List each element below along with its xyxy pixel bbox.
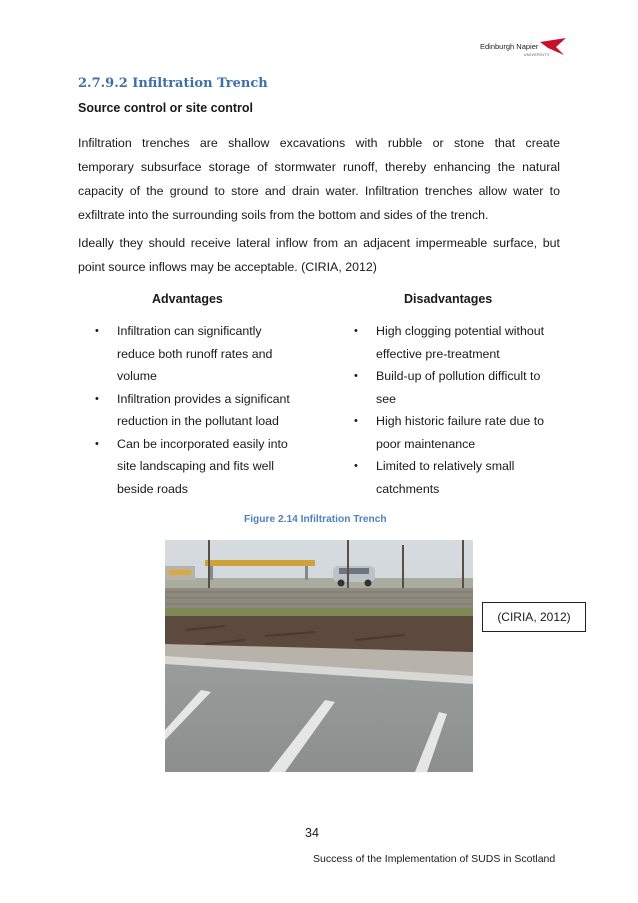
section-heading: 2.7.9.2 Infiltration Trench: [78, 76, 268, 91]
list-item-line: see: [376, 391, 396, 406]
bullet-icon: •: [95, 325, 99, 337]
page-footer: Success of the Implementation of SUDS in Scotland: [313, 853, 556, 865]
list-item-line: Infiltration provides a significant: [117, 391, 290, 406]
paragraph-line: exfiltrate into the surrounding soils from the bottom and sides of the trench.: [78, 208, 489, 222]
bullet-icon: •: [354, 370, 358, 382]
list-item: [95, 433, 332, 501]
list-item-line: volume: [117, 369, 157, 383]
disadvantages-heading: Disadvantages: [404, 292, 493, 306]
page-number: 34: [305, 826, 319, 840]
advantages-heading: Advantages: [152, 292, 223, 306]
list-item-line: Build-up of pollution difficult to: [376, 369, 541, 383]
logo-text: Edinburgh Napier: [480, 42, 539, 51]
list-item-line: effective pre-treatment: [376, 346, 500, 361]
list-item: [354, 410, 591, 455]
list-item-line: reduction in the pollutant load: [117, 414, 279, 428]
paragraph-description: [78, 131, 560, 227]
list-item-line: catchments: [376, 481, 440, 496]
list-item-line: reduce both runoff rates and: [117, 346, 273, 361]
paragraph-inflow: [78, 231, 560, 279]
bullet-icon: •: [95, 437, 99, 450]
paragraph-line: capacity of the ground to store and drain water. Infiltration trenches allow water to: [78, 184, 560, 198]
list-item: [95, 388, 332, 433]
bullet-icon: •: [354, 460, 358, 472]
disadvantages-list: [354, 320, 591, 500]
logo-arrow-icon: [538, 38, 568, 56]
bullet-icon: •: [354, 325, 358, 337]
infiltration-trench-photo: [165, 540, 473, 772]
advantages-list: [95, 320, 332, 500]
list-item: [354, 455, 591, 500]
list-item: [95, 320, 332, 388]
logo-subtext: UNIVERSITY: [524, 53, 551, 57]
list-item-line: High clogging potential without: [376, 324, 545, 338]
paragraph-line: temporary subsurface storage of stormwater runoff, thereby enhancing the natural: [78, 160, 560, 174]
list-item: [354, 365, 591, 410]
list-item: [354, 320, 591, 365]
list-item-line: Infiltration can significantly: [117, 324, 262, 338]
paragraph-line: Ideally they should receive lateral inflow from an adjacent impermeable surface, but: [78, 236, 560, 250]
trench-photo-image: [165, 540, 473, 772]
bullet-icon: •: [354, 415, 358, 427]
figure-source-box: (CIRIA, 2012): [482, 602, 586, 632]
list-item-line: beside roads: [117, 481, 188, 496]
paragraph-line: Infiltration trenches are shallow excavations with rubble or stone that create: [78, 136, 560, 150]
list-item-line: poor maintenance: [376, 436, 476, 451]
section-subheading: Source control or site control: [78, 101, 254, 115]
list-item-line: site landscaping and fits well: [117, 459, 275, 473]
list-item-line: Limited to relatively small: [376, 459, 515, 473]
bullet-icon: •: [95, 392, 99, 405]
list-item-line: Can be incorporated easily into: [117, 436, 288, 451]
paragraph-line: point source inflows may be acceptable. (CIRIA, 2012): [78, 260, 377, 274]
university-logo: [480, 38, 572, 66]
figure-caption: Figure 2.14 Infiltration Trench: [244, 514, 387, 525]
list-item-line: High historic failure rate due to: [376, 414, 545, 428]
